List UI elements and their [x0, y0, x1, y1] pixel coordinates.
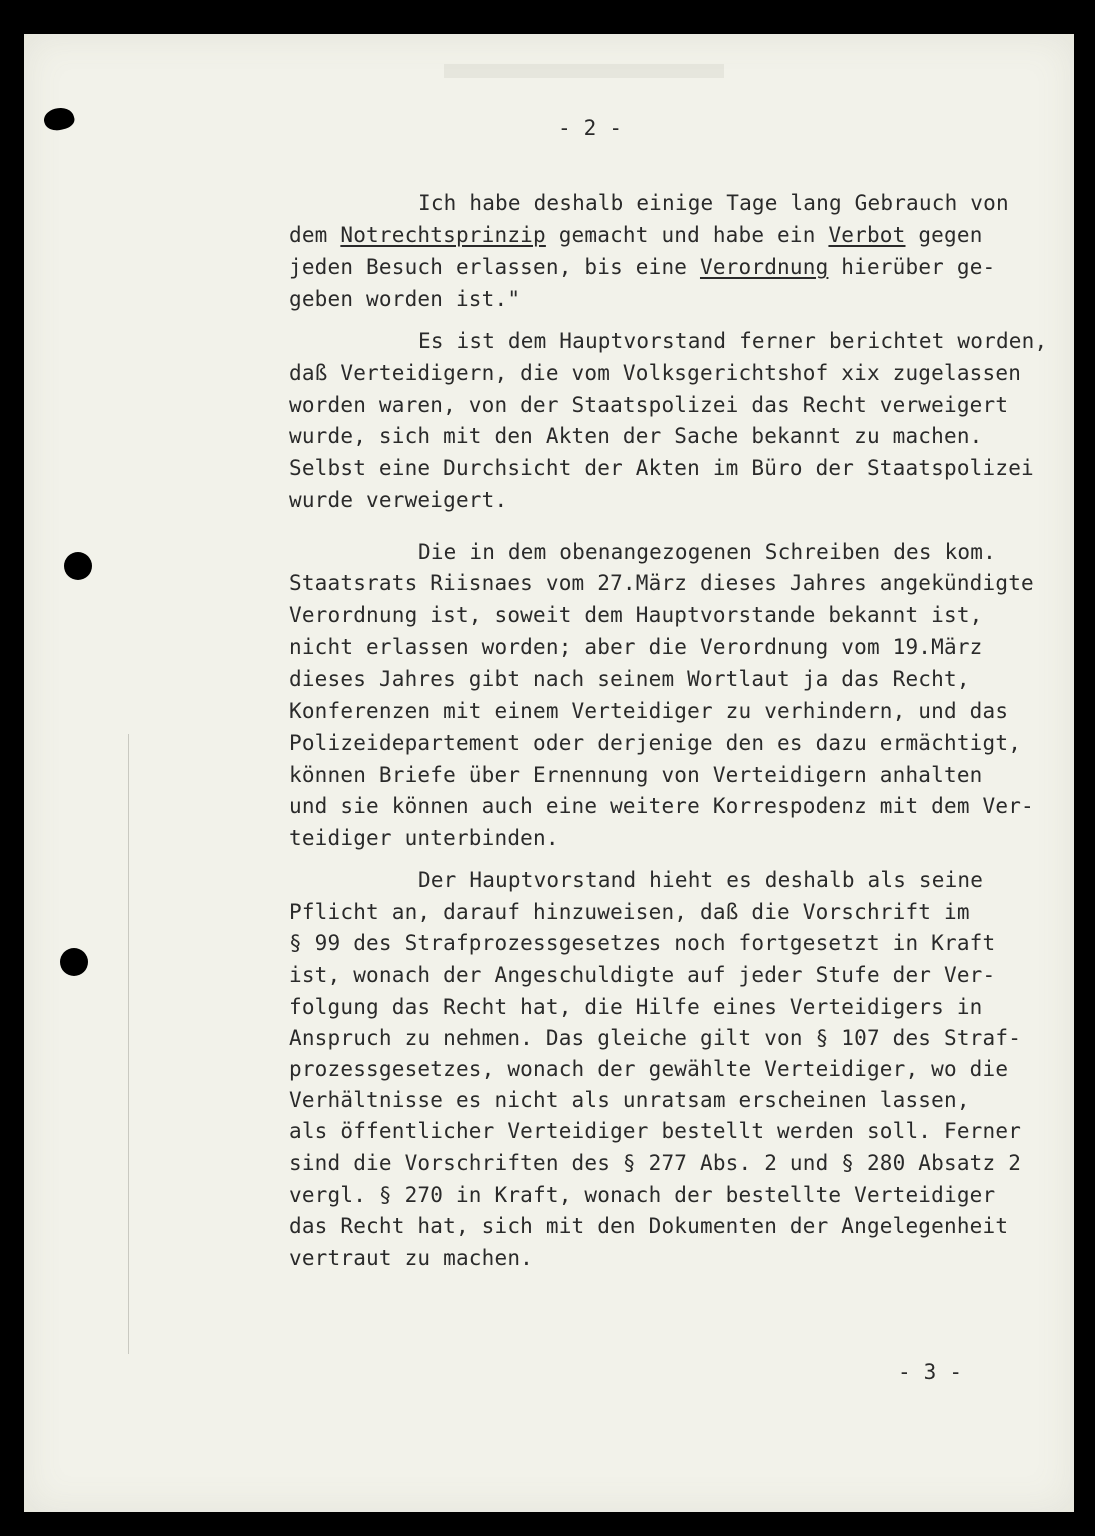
text-line-segment: hierüber ge-	[828, 255, 996, 279]
text-line-segment: gegen	[905, 223, 983, 247]
underlined-term: Verordnung	[699, 255, 829, 279]
text-line: Die in dem obenangezogenen Schreiben des kom.	[418, 540, 996, 564]
text-line: das Recht hat, sich mit den Dokumenten der Angelegenheit	[289, 1214, 1009, 1238]
text-line: wurde, sich mit den Akten der Sache bekannt zu machen.	[289, 424, 983, 448]
text-line: geben worden ist."	[289, 287, 521, 311]
text-line: Pflicht an, darauf hinzuweisen, daß die Vorschrift im	[289, 900, 970, 924]
text-line: daß Verteidigern, die vom Volksgerichtshof xix zugelassen	[289, 361, 1022, 385]
text-line: sind die Vorschriften des § 277 Abs. 2 und § 280 Absatz 2	[289, 1151, 1022, 1175]
punch-hole-lower	[60, 948, 88, 976]
text-line: Konferenzen mit einem Verteidiger zu verhindern, und das	[289, 699, 1009, 723]
text-line: worden waren, von der Staatspolizei das Recht verweigert	[289, 393, 1009, 417]
text-line: prozessgesetzes, wonach der gewählte Verteidiger, wo die	[289, 1057, 1009, 1081]
text-line: Verordnung ist, soweit dem Hauptvorstande bekannt ist,	[289, 603, 983, 627]
text-line: Selbst eine Durchsicht der Akten im Büro der Staatspolizei	[289, 456, 1034, 480]
underlined-term: Verbot	[828, 223, 906, 247]
text-line-segment: jeden Besuch erlassen, bis eine	[289, 255, 700, 279]
text-line-verordnung	[289, 252, 995, 282]
bleed-through-mark	[444, 64, 724, 78]
text-line: können Briefe über Ernennung von Verteidigern anhalten	[289, 763, 983, 787]
text-line: Der Hauptvorstand hieht es deshalb als seine	[418, 868, 984, 892]
text-line: vergl. § 270 in Kraft, wonach der bestellte Verteidiger	[289, 1183, 996, 1207]
text-line: Verhältnisse es nicht als unratsam erscheinen lassen,	[289, 1088, 970, 1112]
page-number: - 2 -	[558, 116, 623, 140]
text-line: Polizeidepartement oder derjenige den es dazu ermächtigt,	[289, 731, 1022, 755]
text-line: ist, wonach der Angeschuldigte auf jeder Stufe der Ver-	[289, 963, 996, 987]
text-line: Ich habe deshalb einige Tage lang Gebrauch von	[418, 191, 1009, 215]
text-line: Staatsrats Riisnaes vom 27.März dieses Jahres angekündigte	[289, 571, 1034, 595]
text-line: dieses Jahres gibt nach seinem Wortlaut ja das Recht,	[289, 667, 970, 691]
punch-hole-upper	[64, 552, 92, 580]
text-line: und sie können auch eine weitere Korrespodenz mit dem Ver-	[289, 794, 1034, 818]
text-line: Es ist dem Hauptvorstand ferner berichtet worden,	[418, 329, 1048, 353]
text-line-segment: dem	[289, 223, 341, 247]
text-line-notrecht	[289, 220, 983, 250]
margin-crease	[128, 734, 129, 1354]
text-line-segment: gemacht und habe ein	[545, 223, 829, 247]
next-page-marker: - 3 -	[898, 1360, 963, 1384]
text-line: folgung das Recht hat, die Hilfe eines Verteidigers in	[289, 995, 983, 1019]
text-line: § 99 des Strafprozessgesetzes noch fortgesetzt in Kraft	[289, 931, 996, 955]
text-line: teidiger unterbinden.	[289, 826, 559, 850]
text-line: nicht erlassen worden; aber die Verordnung vom 19.März	[289, 635, 983, 659]
text-line: vertraut zu machen.	[289, 1246, 534, 1270]
text-line: als öffentlicher Verteidiger bestellt werden soll. Ferner	[289, 1119, 1022, 1143]
text-line: Anspruch zu nehmen. Das gleiche gilt von § 107 des Straf-	[289, 1026, 1022, 1050]
underlined-term: Notrechtsprinzip	[340, 223, 546, 247]
text-line: wurde verweigert.	[289, 488, 508, 512]
